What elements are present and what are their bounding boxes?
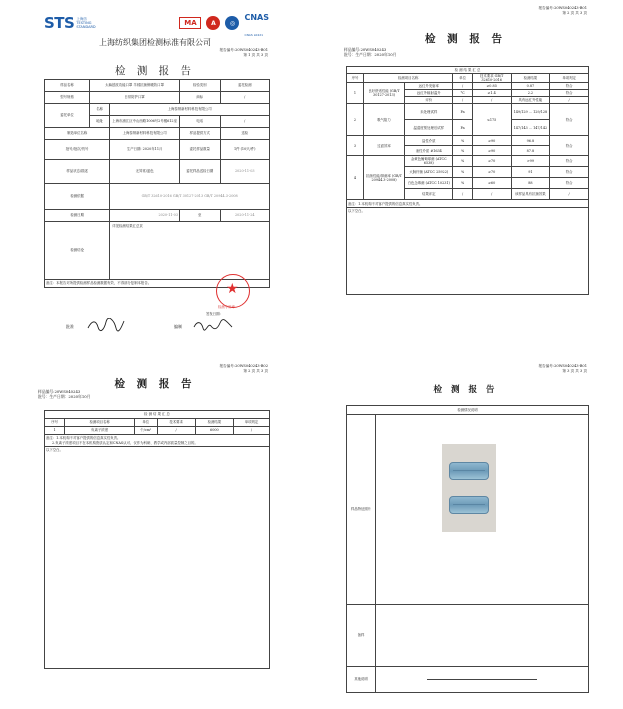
cell-label: 商标 (180, 92, 221, 104)
column-header: 检测结果 (511, 74, 550, 83)
cell-item: 负离子浓度 (65, 427, 135, 435)
page-number: 第 2 页 共 3 页 (562, 10, 587, 15)
cell-req: / (472, 189, 511, 200)
cell-unit: % (453, 136, 472, 146)
cell-no: 4 (347, 156, 364, 200)
column-header: 检测结果 (195, 419, 233, 427)
remark-label: 备样 (347, 605, 376, 667)
cell-value: 日常防护口罩 (90, 92, 180, 104)
cell-label: 地址 (90, 116, 110, 128)
cell-sub: 大肠杆菌 (ATCC 25922) (405, 167, 453, 178)
table-row (347, 83, 589, 90)
cell-result: 6000 (195, 427, 233, 435)
cell-value: 2020-11-03 (220, 160, 270, 184)
page-number: 第 1 页 共 3 页 (243, 52, 268, 57)
cell-result: 88 (511, 178, 550, 189)
table-header-row (45, 419, 270, 427)
cell-unit: % (453, 167, 472, 178)
cell-value: 2020-11-24 (220, 210, 270, 222)
sample-number: 样品编号:20WS040243 (344, 47, 387, 52)
report-title: 检 测 报 告 (425, 33, 506, 45)
cell-judge: 符合 (550, 83, 589, 90)
column-header: 技术要求 GB/T 32610-2016 (472, 74, 511, 83)
cell-result: 147/143 ... 147/142 (511, 120, 550, 136)
table-row (45, 160, 270, 184)
photo-label: 样品特征照片 (347, 415, 376, 605)
organization-name: 上海纺织集团检测标准有限公司 (99, 38, 211, 47)
cell-result: 87.8 (511, 146, 550, 156)
cell-value: 送检 (220, 128, 270, 140)
cell-unit: / (453, 97, 472, 104)
table-row (45, 184, 270, 210)
cell-label: 检测日期 (45, 210, 110, 222)
table-row (45, 427, 270, 435)
cell-judge: / (550, 97, 589, 104)
cell-value: 上海市浦江区中山西路1006号2号楼612室 (110, 116, 180, 128)
cnas-text: CNAS (244, 13, 269, 22)
report-page-4 (338, 362, 593, 702)
cell-value: 无异常/蓝色 (110, 160, 180, 184)
table-header-row (347, 406, 589, 415)
cell-req: ≥1.4 (472, 90, 511, 97)
cell-no: 2 (347, 104, 364, 136)
cell-sub: 评价 (405, 97, 453, 104)
cell-value: / (220, 116, 270, 128)
cell-req: ≤175 (472, 104, 511, 136)
batch-info: 批号：生产日期：2020年10月 (38, 393, 91, 399)
note-1: 备注：1.本机构不对客户提供的信息真实性负责。 (46, 436, 121, 441)
cell-value: 委托检测 (220, 80, 270, 92)
cell-result: 96.8 (511, 136, 550, 146)
table-row (45, 210, 270, 222)
cell-req: ≥90 (472, 146, 511, 156)
cell-sub: 温湿度预处理后试样 (405, 120, 453, 136)
header-logos (44, 12, 269, 37)
remark-cell (376, 605, 589, 667)
cell-no: 1 (45, 427, 65, 435)
cell-item: 过滤效率 (363, 136, 404, 156)
cell-label: 样品状态/描述 (45, 160, 110, 184)
cell-sub: 远红外辐射温升 (405, 90, 453, 97)
cell-judge: 符合 (550, 178, 589, 189)
cell-no: 3 (347, 136, 364, 156)
editor-signature (192, 318, 234, 332)
cell-value: 1件 (10只/件) (220, 140, 270, 160)
cell-label: 名称 (90, 104, 110, 116)
cell-req: ≥90 (472, 136, 511, 146)
other-cell (376, 667, 589, 693)
report-page-2 (338, 6, 593, 341)
table-title-row (347, 67, 589, 74)
notes-cell (45, 435, 270, 447)
cell-result: 91 (511, 167, 550, 178)
cell-req: ≥60 (472, 178, 511, 189)
editor-label: 编制 (174, 324, 182, 329)
cell-result: 0.87 (511, 83, 550, 90)
report-number: 报告编号:20WS040243-B02 (219, 364, 268, 368)
cell-label: 委托单位 (45, 104, 90, 128)
stamp-date: 签发日期: (206, 312, 221, 316)
sample-photo (442, 444, 496, 532)
cell-item: 吸气阻力 (363, 104, 404, 136)
cell-label: 制造单位名称 (45, 128, 110, 140)
table-row (45, 80, 270, 92)
cnas-sub: CNAS L0421 (244, 33, 264, 37)
blank-text: 以下空白。 (45, 447, 270, 669)
cell-unit: % (453, 178, 472, 189)
cell-value: 生产日期: 2020年11月 (110, 140, 180, 160)
table-row (45, 222, 270, 280)
cell-result: 该样品具有抗菌效果 (511, 189, 550, 200)
approver-signature (86, 318, 126, 332)
cell-judge: 符合 (550, 156, 589, 167)
cell-value: / (220, 92, 270, 104)
report-number-block (220, 364, 268, 373)
mask-package-top (449, 462, 489, 480)
sample-meta (344, 48, 396, 58)
page-number: 第 2 页 共 3 页 (243, 368, 268, 373)
results-summary-table (44, 410, 270, 669)
cell-result: 149/129 ... 129/128 (511, 104, 550, 120)
note-text: 备注：本报告对所提供检测样品检测数据有效，不得部分复制本报告。 (45, 280, 270, 288)
report-page-1 (30, 6, 280, 341)
cell-sub: 盐性介质 (405, 136, 453, 146)
sts-caption-3: STANDARD (76, 25, 96, 30)
table-header-row (347, 74, 589, 83)
table-row (45, 104, 270, 116)
cell-label: 样品名称 (45, 80, 90, 92)
cell-item: 良好舒适性能 (GB/T 30127-2013) (363, 83, 404, 104)
note-2: 2.负离子浓度项目不在本机构资质认定和CNAS认可、仅作为科研、教学或内部质量控制之目的。 (52, 440, 198, 445)
cell-judge: / (550, 189, 589, 200)
column-header: 技术要求 (157, 419, 195, 427)
cell-label: 检测结论 (45, 222, 110, 280)
stamp-label: 检测专用章 (218, 305, 235, 309)
report-number-block (220, 48, 268, 57)
sample-number: 样品编号:20WS040243 (38, 389, 81, 394)
cell-value: 太赫兹波功能口罩 羊绒抗菌保暖防口罩 (90, 80, 180, 92)
report-number-block (539, 364, 587, 373)
column-header: 单项判定 (234, 419, 270, 427)
table-row (347, 136, 589, 146)
batch-info: 批号：生产日期：2020年10月 (344, 51, 397, 57)
cell-no: 1 (347, 83, 364, 104)
cell-unit: Pa (453, 120, 472, 136)
report-page-3 (30, 362, 280, 702)
report-number: 报告编号:20WS040243-B01 (219, 48, 268, 52)
star-icon: ★ (226, 281, 239, 297)
cell-req: ≥70 (472, 167, 511, 178)
table-row (45, 140, 270, 160)
sts-caption-1: 上海纺 (76, 16, 87, 21)
table-row (347, 200, 589, 208)
cell-result: >99 (511, 156, 550, 167)
cell-judge: 符合 (550, 167, 589, 178)
report-number: 报告编号:20WS040243-B01 (538, 6, 587, 10)
note-text: 备注：1.本机构不对客户提供的信息真实性负责。 (347, 200, 589, 208)
cell-req: ≥0.85 (472, 83, 511, 90)
cell-label: 样品提供方式 (180, 128, 221, 140)
conclusion-cell (110, 222, 270, 280)
sample-meta (38, 390, 90, 400)
cell-unit: % (453, 146, 472, 156)
sts-logo: STS (44, 14, 75, 32)
cell-unit: % (453, 156, 472, 167)
report-title: 检 测 报 告 (114, 378, 196, 390)
sample-info-table (44, 79, 270, 288)
approve-label: 批准 (66, 324, 74, 329)
section-title: 检测情况说明 (347, 406, 589, 415)
column-header: 序号 (45, 419, 65, 427)
cnas-logo (244, 7, 269, 39)
cell-label: 批号/批次/货号 (45, 140, 110, 160)
cell-value: 上海泰纳新材料科技有限公司 (110, 128, 180, 140)
ilac-seal-icon: ◎ (225, 16, 239, 30)
column-header: 单项判定 (550, 74, 589, 83)
table-row (45, 447, 270, 669)
sts-logo-caption (76, 17, 95, 30)
cell-sub: 远红外发射率 (405, 83, 453, 90)
cell-req: / (472, 97, 511, 104)
table-row (347, 605, 589, 667)
conclusion-text: 详见检测结果汇总页 (112, 224, 143, 228)
report-title: 检 测 报 告 (433, 385, 498, 395)
table-row (347, 104, 589, 120)
report-number-block (539, 6, 587, 15)
cell-label: 检验类别 (180, 80, 221, 92)
cell-unit: / (453, 189, 472, 200)
cell-judge: 符合 (550, 136, 589, 156)
cell-value: 上海泰纳新材料科技有限公司 (110, 104, 270, 116)
cell-result: 具有远红外性能 (511, 97, 550, 104)
table-row (45, 435, 270, 447)
table-row (347, 156, 589, 167)
cell-label: 检测依据 (45, 184, 110, 210)
cma-logo: MA (179, 17, 201, 29)
summary-title: 检 测 结 果 汇 总 (45, 411, 270, 419)
table-title-row (45, 411, 270, 419)
cell-sub: 白色念珠菌 (ATCC 10231) (405, 178, 453, 189)
table-row (45, 92, 270, 104)
column-header: 检测项目名称 (65, 419, 135, 427)
red-seal-stamp (216, 274, 250, 308)
cell-unit: Pa (453, 104, 472, 120)
cell-value: 2020-11-03 (110, 210, 180, 222)
cell-label: 委托样品数量 (180, 140, 221, 160)
cell-unit: / (453, 83, 472, 90)
cell-unit: 个/cm³ (135, 427, 158, 435)
cell-sub: 金黄色葡萄球菌 (ATCC 6538) (405, 156, 453, 167)
cell-sub: 未处理试样 (405, 104, 453, 120)
cell-req: ≥70 (472, 156, 511, 167)
table-row (45, 128, 270, 140)
cell-sub: 油性介质 #1634 (405, 146, 453, 156)
results-summary-table (346, 66, 589, 295)
cell-req: / (157, 427, 195, 435)
column-header: 检测项目名称 (363, 74, 453, 83)
cal-seal-icon: A (206, 16, 220, 30)
cell-value: 至 (180, 210, 221, 222)
cell-judge: 符合 (550, 104, 589, 136)
table-row (347, 667, 589, 693)
blank-text: 以下空白。 (347, 208, 589, 295)
column-header: 单位 (135, 419, 158, 427)
sts-caption-2: TESTING (76, 20, 92, 25)
cell-result: 2.2 (511, 90, 550, 97)
other-label: 其他说明 (347, 667, 376, 693)
report-title: 检 测 报 告 (114, 65, 195, 77)
cell-label: 型号规格 (45, 92, 90, 104)
page-number: 第 3 页 共 3 页 (562, 368, 587, 373)
cell-judge: 符合 (550, 90, 589, 97)
cell-value: GB/T 32610-2016 GB/T 30127-2013 GB/T 20944.3-2008 (110, 184, 270, 210)
cell-sub: 结果评定 (405, 189, 453, 200)
cell-label: 电话 (180, 116, 221, 128)
summary-title: 检 测 结 果 汇 总 (347, 67, 589, 74)
mask-package-bottom (449, 496, 489, 514)
report-number: 报告编号:20WS040243-B01 (538, 364, 587, 368)
column-header: 单位 (453, 74, 472, 83)
cell-item: 抗菌性能/抑菌率 (GB/T 20944.3-2008) (363, 156, 404, 200)
table-row (347, 208, 589, 295)
cell-unit: °C (453, 90, 472, 97)
cell-label: 委托样品送检日期 (180, 160, 221, 184)
column-header: 序号 (347, 74, 364, 83)
cell-judge: / (234, 427, 270, 435)
